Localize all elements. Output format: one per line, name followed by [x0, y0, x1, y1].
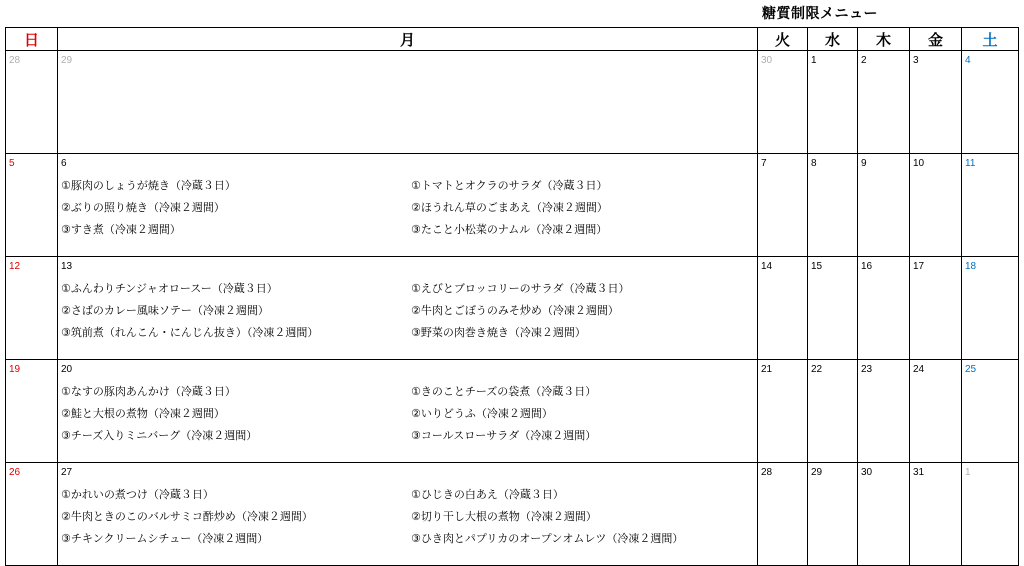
menu-item: ②鮭と大根の煮物（冷凍２週間）	[61, 407, 225, 420]
menu-item: ③野菜の肉巻き焼き（冷凍２週間）	[411, 326, 586, 339]
day-cell	[808, 463, 858, 566]
monday-menu-cell	[58, 463, 758, 566]
day-cell	[858, 257, 910, 360]
monday-menu-cell	[58, 154, 758, 257]
day-number: 17	[913, 261, 925, 272]
day-cell	[758, 51, 808, 154]
menu-item: ①ふんわりチンジャオロースー（冷蔵３日）	[61, 282, 278, 295]
weekday-header-mon: 月	[58, 28, 758, 51]
day-number: 15	[811, 261, 823, 272]
day-number: 2	[861, 55, 867, 66]
week-row	[6, 154, 1019, 257]
day-cell	[6, 463, 58, 566]
day-cell	[758, 360, 808, 463]
weekday-header-thu: 木	[858, 28, 910, 51]
day-number: 20	[61, 364, 73, 375]
menu-item: ②さばのカレー風味ソテー（冷凍２週間）	[61, 304, 269, 317]
day-cell	[808, 360, 858, 463]
day-cell	[758, 463, 808, 566]
day-number: 23	[861, 364, 873, 375]
day-number: 29	[811, 467, 823, 478]
day-number: 12	[9, 261, 21, 272]
day-cell	[858, 360, 910, 463]
day-cell	[758, 154, 808, 257]
weekday-header-wed: 水	[808, 28, 858, 51]
main-dish-list	[61, 278, 318, 344]
menu-item: ③筑前煮（れんこん・にんじん抜き）（冷凍２週間）	[61, 326, 319, 339]
monday-menu-cell	[58, 360, 758, 463]
calendar-table	[5, 27, 1019, 566]
menu-item: ①えびとブロッコリーのサラダ（冷蔵３日）	[411, 282, 630, 295]
day-number: 28	[761, 467, 773, 478]
monday-menu-cell	[58, 257, 758, 360]
day-number: 27	[61, 467, 73, 478]
day-cell	[962, 154, 1019, 257]
day-number: 31	[913, 467, 925, 478]
week-row	[6, 257, 1019, 360]
menu-item: ②切り干し大根の煮物（冷凍２週間）	[411, 510, 597, 523]
menu-item: ①トマトとオクラのサラダ（冷蔵３日）	[411, 179, 608, 192]
side-dish-list	[411, 484, 683, 550]
day-number: 22	[811, 364, 823, 375]
day-number: 24	[913, 364, 925, 375]
day-number: 8	[811, 158, 817, 169]
side-dish-list	[411, 381, 596, 447]
menu-item: ②ほうれん草のごまあえ（冷凍２週間）	[411, 201, 608, 214]
day-number: 1	[965, 467, 971, 478]
main-dish-list	[61, 381, 257, 447]
day-number: 9	[861, 158, 867, 169]
weekday-header-sat: 土	[962, 28, 1019, 51]
day-cell	[910, 51, 962, 154]
day-number: 14	[761, 261, 773, 272]
menu-item: ③チーズ入りミニバーグ（冷凍２週間）	[61, 429, 258, 442]
day-number: 6	[61, 158, 67, 169]
side-dish-list	[411, 278, 630, 344]
day-number: 16	[861, 261, 873, 272]
day-cell	[910, 360, 962, 463]
menu-item: ③チキンクリームシチュー（冷凍２週間）	[61, 532, 269, 545]
side-dish-list	[411, 175, 608, 241]
menu-item: ②牛肉とごぼうのみそ炒め（冷凍２週間）	[411, 304, 619, 317]
week-row	[6, 51, 1019, 154]
menu-item: ①豚肉のしょうが焼き（冷蔵３日）	[61, 179, 236, 192]
menu-block	[58, 479, 757, 557]
day-cell	[910, 257, 962, 360]
day-cell	[962, 257, 1019, 360]
day-cell	[6, 154, 58, 257]
menu-item: ②いりどうふ（冷凍２週間）	[411, 407, 553, 420]
menu-item: ①かれいの煮つけ（冷蔵３日）	[61, 488, 214, 501]
day-cell	[962, 51, 1019, 154]
day-number: 13	[61, 261, 73, 272]
day-number: 7	[761, 158, 767, 169]
weekday-header-tue: 火	[758, 28, 808, 51]
day-cell	[910, 463, 962, 566]
day-number: 26	[9, 467, 21, 478]
menu-block	[58, 273, 757, 351]
day-cell	[962, 360, 1019, 463]
day-number: 30	[761, 55, 773, 66]
day-cell	[858, 51, 910, 154]
main-dish-list	[61, 175, 236, 241]
weekday-header-sun: 日	[6, 28, 58, 51]
day-cell	[6, 51, 58, 154]
menu-block	[58, 376, 757, 454]
menu-item: ①ひじきの白あえ（冷蔵３日）	[411, 488, 564, 501]
day-number: 5	[9, 158, 15, 169]
menu-item: ①なすの豚肉あんかけ（冷蔵３日）	[61, 385, 236, 398]
monday-menu-cell	[58, 51, 758, 154]
weekday-header-row	[6, 28, 1019, 51]
day-number: 30	[861, 467, 873, 478]
day-number: 21	[761, 364, 773, 375]
day-cell	[858, 154, 910, 257]
menu-item: ③ひき肉とパプリカのオープンオムレツ（冷凍２週間）	[411, 532, 684, 545]
menu-item: ③すき煮（冷凍２週間）	[61, 223, 181, 236]
weekday-header-fri: 金	[910, 28, 962, 51]
menu-item: ②牛肉ときのこのバルサミコ酢炒め（冷凍２週間）	[61, 510, 313, 523]
menu-item: ②ぶりの照り焼き（冷凍２週間）	[61, 201, 225, 214]
day-number: 25	[965, 364, 977, 375]
day-number: 10	[913, 158, 925, 169]
day-cell	[808, 154, 858, 257]
day-cell	[758, 257, 808, 360]
day-number: 19	[9, 364, 21, 375]
main-dish-list	[61, 484, 313, 550]
day-number: 3	[913, 55, 919, 66]
week-row	[6, 360, 1019, 463]
day-number: 29	[61, 55, 73, 66]
day-cell	[6, 257, 58, 360]
day-number: 11	[965, 158, 976, 169]
menu-block	[58, 170, 757, 248]
day-number: 28	[9, 55, 21, 66]
menu-item: ③たこと小松菜のナムル（冷凍２週間）	[411, 223, 608, 236]
day-number: 1	[811, 55, 817, 66]
day-number: 4	[965, 55, 971, 66]
day-cell	[808, 51, 858, 154]
day-number: 18	[965, 261, 977, 272]
week-row	[6, 463, 1019, 566]
day-cell	[962, 463, 1019, 566]
menu-item: ③コールスローサラダ（冷凍２週間）	[411, 429, 597, 442]
day-cell	[858, 463, 910, 566]
menu-item: ①きのことチーズの袋煮（冷蔵３日）	[411, 385, 597, 398]
day-cell	[808, 257, 858, 360]
day-cell	[910, 154, 962, 257]
day-cell	[6, 360, 58, 463]
page-title: 糖質制限メニュー	[762, 6, 878, 22]
